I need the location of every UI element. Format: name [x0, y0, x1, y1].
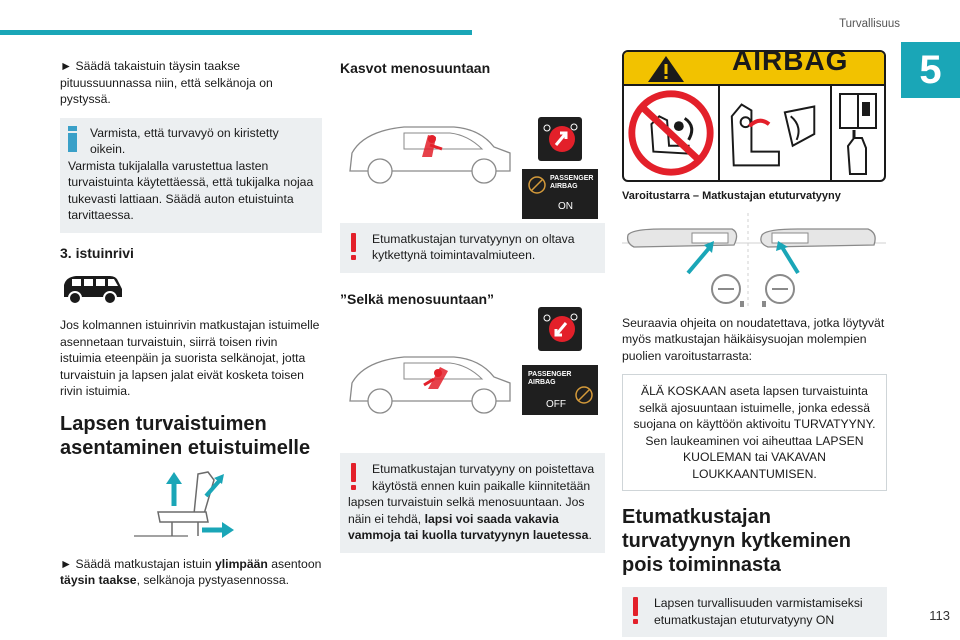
rear-facing-figure — [340, 317, 605, 427]
airbag-banner-text: AIRBAG — [732, 50, 849, 76]
airbag-indicator-on — [522, 169, 598, 219]
airbag-off-symbol-icon — [527, 175, 547, 195]
paragraph-third-row: Jos kolmannen istuinrivin matkustajan istuimelle asennetaan turvaistuin, siirrä toisen rivin istuimia eteenpäin ja suorista selkänojat, jotta turvaistuin ja lapsen jalat eivät kosketa toisen rivin istuimia. — [60, 318, 320, 398]
read-manual-icon — [832, 86, 884, 180]
airbag-state-on: ON — [558, 200, 573, 212]
minivan-icon — [60, 271, 124, 307]
warning-triangle-icon — [646, 54, 686, 84]
paragraph-adjust-rear-seat: ► Säädä takaistuin täysin taakse pituussuunnassa niin, että selkänoja on pystyssä. — [60, 59, 273, 106]
column-middle — [340, 58, 605, 565]
warning-icon — [633, 597, 638, 625]
info-line-support-leg: Varmista tukijalalla varustettua lasten turvaistuinta käytettäessä, että tukijalka nojaa tukevasti lattiaan. Säädä auton etuistuinta tarvittaessa. — [68, 158, 314, 222]
warning-text-airbag-off-1: Etumatkustajan turvatyyny on poistettava käytöstä ennen kuin paikalle kiinnitetään — [372, 462, 595, 493]
heading-third-row: 3. istuinrivi — [60, 244, 134, 261]
sun-visor-label-illustration — [622, 213, 886, 309]
airbag-indicator-off — [522, 365, 598, 415]
airbag-off-symbol-icon — [574, 385, 594, 405]
warning-box-airbag-on — [340, 223, 605, 273]
warning-box-airbag-off — [340, 453, 605, 553]
header-accent-bar — [0, 30, 472, 35]
seat-adjust-illustration — [128, 470, 238, 542]
paragraph-follow-instructions: Seuraavia ohjeita on noudatettava, jotka löytyvät myös matkustajan häikäisysuojan molempien puolien varoitustarrasta: — [622, 315, 885, 363]
car-forward-facing-illustration — [344, 113, 514, 193]
info-icon — [68, 126, 77, 152]
warning-box-child-safety — [622, 587, 887, 637]
heading-forward-facing: Kasvot menosuuntaan — [340, 60, 491, 76]
airbag-label-pictograms — [624, 86, 884, 180]
warning-text-child-safety: Lapsen turvallisuuden varmistamiseksi etumatkustajan etuturvatyyny ON — [654, 596, 863, 627]
airbag-banner — [624, 52, 884, 86]
forward-facing-figure — [340, 87, 605, 212]
heading-disable-airbag: Etumatkustajan turvatyynyn kytkeminen pois toiminnasta — [622, 506, 851, 576]
passenger-airbag-label-off: PASSENGER AIRBAG — [528, 371, 572, 386]
airbag-state-off: OFF — [546, 399, 566, 410]
warning-icon — [351, 463, 356, 491]
info-line-seatbelt: Varmista, että turvavyö on kiristetty oikein. — [90, 125, 279, 156]
page-number: 113 — [929, 608, 950, 623]
figure-caption: Varoitustarra – Matkustajan etuturvatyyny — [622, 190, 841, 202]
passenger-airbag-label: PASSENGER AIRBAG — [550, 174, 594, 190]
airbag-status-icon-off — [538, 307, 582, 351]
warning-text-airbag-off-2: lapsen turvaistuin selkä menosuuntaan. Jos näin ei tehdä, lapsi voi saada vakavia vammoja tai kuolla turvatyynyn lauetessa. — [348, 495, 592, 542]
airbag-warning-label — [622, 50, 886, 182]
heading-rear-facing: ”Selkä menosuuntaan” — [340, 290, 495, 307]
warning-text-airbag-on: Etumatkustajan turvatyynyn on oltava kytkettynä toimintavalmiuteen. — [372, 231, 575, 262]
paragraph-adjust-passenger-seat: ► Säädä matkustajan istuin ylimpään asentoon täysin taakse, selkänoja pystyasennossa. — [60, 556, 322, 587]
info-box — [60, 118, 322, 233]
airbag-status-icon-on — [538, 117, 582, 161]
column-right — [622, 50, 887, 640]
column-left — [60, 58, 322, 599]
chapter-tab: 5 — [901, 42, 960, 98]
heading-front-seat-install: Lapsen turvaistuimen asentaminen etuistuimelle — [60, 412, 311, 459]
warning-icon — [351, 233, 356, 261]
warning-notice-box: ÄLÄ KOSKAAN aseta lapsen turvaistuinta selkä ajosuuntaan istuimelle, jonka edessä suojana on käyttöön aktivoitu TURVATYYNY. Sen laukeaminen voi aiheuttaa LAPSEN KUOLEMAN tai VAKAVAN LOUKKAANTUMISEN. — [622, 374, 887, 491]
car-rear-facing-illustration — [344, 343, 514, 423]
no-rear-facing-seat-icon — [624, 86, 720, 180]
section-title: Turvallisuus — [839, 18, 900, 30]
seat-airbag-deploy-icon — [720, 86, 832, 180]
